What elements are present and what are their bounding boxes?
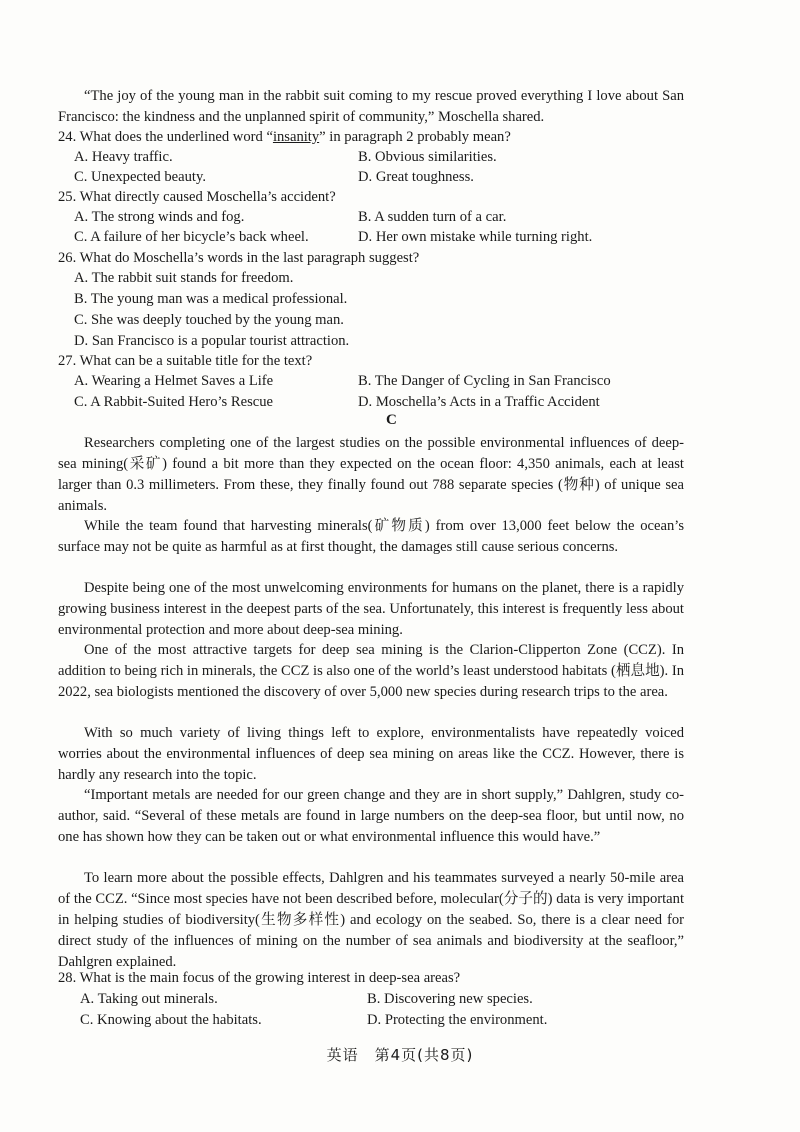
q27-option-d: D. Moschella’s Acts in a Traffic Accident xyxy=(358,394,600,410)
q28-option-b: B. Discovering new species. xyxy=(367,991,533,1007)
q28-option-c: C. Knowing about the habitats. xyxy=(80,1012,262,1028)
question-24-stem: 24. What does the underlined word “insanity” in paragraph 2 probably mean? xyxy=(58,129,511,145)
question-27-stem: 27. What can be a suitable title for the text? xyxy=(58,353,313,369)
q27-option-b: B. The Danger of Cycling in San Francisco xyxy=(358,373,611,389)
q26-option-d: D. San Francisco is a popular tourist attraction. xyxy=(74,333,350,349)
q25-option-d: D. Her own mistake while turning right. xyxy=(358,229,593,245)
q27-option-c: C. A Rabbit-Suited Hero’s Rescue xyxy=(74,394,274,410)
q26-option-a: A. The rabbit suit stands for freedom. xyxy=(74,270,294,286)
section-c-paragraph-2: While the team found that harvesting minerals(矿物质) from over 13,000 feet below the ocean’s surface may not be quite as harmful as at first thought, the damages still cause serious concerns. xyxy=(58,518,684,555)
q25-option-b: B. A sudden turn of a car. xyxy=(358,209,507,225)
underlined-word: insanity xyxy=(272,129,320,145)
q24-option-d: D. Great toughness. xyxy=(358,169,474,185)
q24-option-a: A. Heavy traffic. xyxy=(74,149,173,165)
q26-option-b: B. The young man was a medical professional. xyxy=(74,291,348,307)
q26-option-c: C. She was deeply touched by the young man. xyxy=(74,312,344,328)
question-25-stem: 25. What directly caused Moschella’s accident? xyxy=(58,189,336,205)
passage-b-closing-paragraph: “The joy of the young man in the rabbit suit coming to my rescue proved everything I love about San Francisco: the kindness and the unplanned spirit of community,” Moschella shared. xyxy=(58,88,684,125)
q24-option-b: B. Obvious similarities. xyxy=(358,149,497,165)
section-c-paragraph-4: One of the most attractive targets for deep sea mining is the Clarion-Clipperton Zone (CCZ). In addition to being rich in minerals, the CCZ is also one of the world’s least understood habitats (栖息地). In 2022, sea biologists mentioned the discovery of over 5,000 new species during research trips to the area. xyxy=(58,642,684,700)
q24-option-c: C. Unexpected beauty. xyxy=(74,169,206,185)
question-26-stem: 26. What do Moschella’s words in the last paragraph suggest? xyxy=(58,250,420,266)
question-28-stem: 28. What is the main focus of the growing interest in deep-sea areas? xyxy=(58,970,461,986)
q28-option-a: A. Taking out minerals. xyxy=(80,991,218,1007)
q27-option-a: A. Wearing a Helmet Saves a Life xyxy=(74,373,274,389)
section-c-paragraph-3: Despite being one of the most unwelcoming environments for humans on the planet, there is a rapidly growing business interest in the deepest parts of the sea. Unfortunately, this interest is frequently less about environmental protection and more about deep-sea mining. xyxy=(58,580,684,638)
section-c-paragraph-7: To learn more about the possible effects, Dahlgren and his teammates surveyed a nearly 50-mile area of the CCZ. “Since most species have not been described before, molecular(分子的) data is very important in helping studies of biodiversity(生物多样性) and ecology on the seabed. So, there is a clear need for direct study of the influences of mining on the number of sea animals and biodiversity at the seafloor,” Dahlgren explained. xyxy=(58,870,684,970)
section-c-paragraph-5: With so much variety of living things left to explore, environmentalists have repeatedly voiced worries about the environmental influences of deep sea mining on areas like the CCZ. However, there is hardly any research into the topic. xyxy=(58,725,684,783)
q25-option-c: C. A failure of her bicycle’s back wheel. xyxy=(74,229,309,245)
section-c-heading: C xyxy=(386,412,397,428)
q25-option-a: A. The strong winds and fog. xyxy=(74,209,245,225)
page-footer: 英语 第4页(共8页) xyxy=(326,1046,474,1064)
section-c-paragraph-6: “Important metals are needed for our green change and they are in short supply,” Dahlgren, study co-author, said. “Several of these metals are found in large numbers on the deep-sea floor, but until now, no one has shown how they can be taken out or what environmental influence this would have.” xyxy=(58,787,684,845)
q28-option-d: D. Protecting the environment. xyxy=(367,1012,548,1028)
section-c-paragraph-1: Researchers completing one of the largest studies on the possible environmental influences of deep-sea mining(采矿) found a bit more than they expected on the ocean floor: 4,350 animals, each at least larger than 0.3 millimeters. From these, they finally found out 788 separate species (物种) of unique sea animals. xyxy=(58,435,684,514)
